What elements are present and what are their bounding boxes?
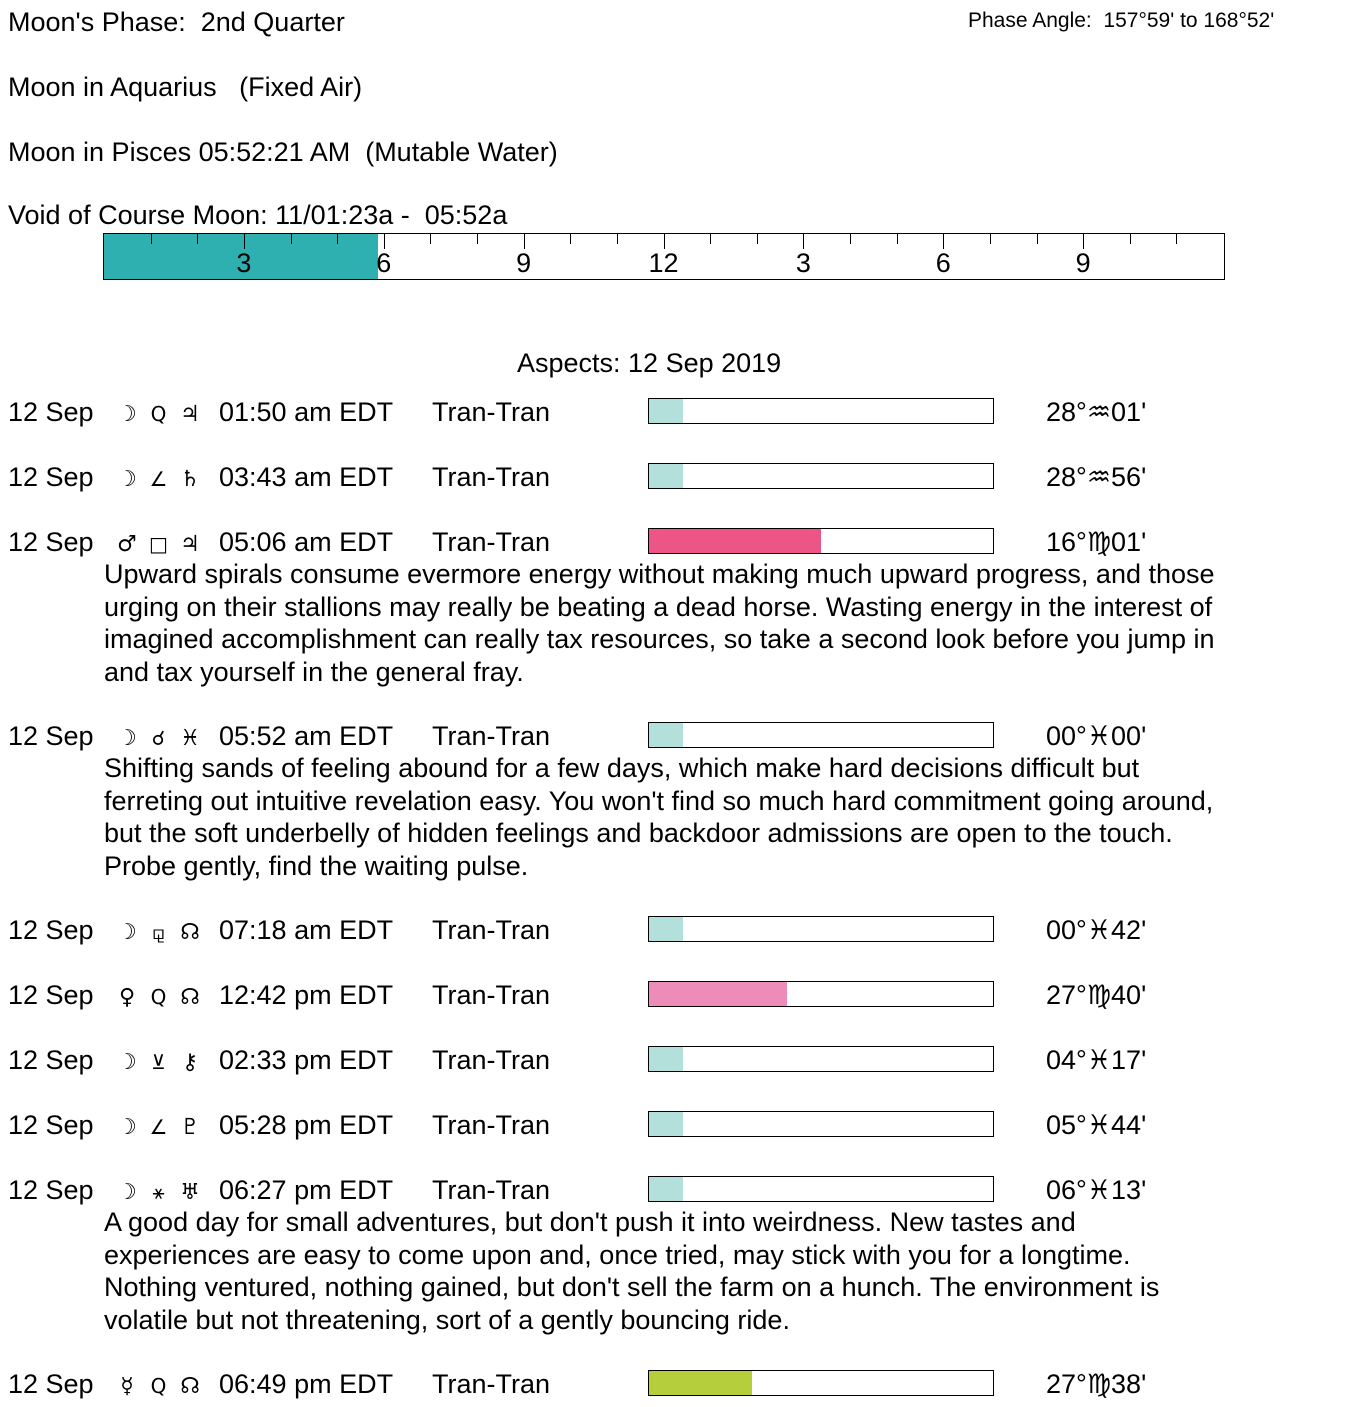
aspect-strength-bar <box>648 722 994 748</box>
aspect-icon: Q <box>150 1374 167 1398</box>
description-line: volatile but not threatening, sort of a gently bouncing ride. <box>104 1304 790 1335</box>
aspect-row <box>8 1174 1348 1206</box>
aspect-glyphs <box>112 914 212 949</box>
planet-1-icon: ☽ <box>117 1050 137 1075</box>
aspect-icon: ∠ <box>149 467 168 491</box>
description-line: ferreting out intuitive revelation easy. You won't find so much hard commitment going around, <box>104 785 1214 816</box>
aspect-date: 12 Sep <box>8 1045 94 1075</box>
aspect-icon: Q <box>150 402 167 426</box>
aspect-date: 12 Sep <box>8 980 94 1010</box>
aspect-position: 04°♓17' <box>1046 1045 1147 1075</box>
aspect-time: 01:50 am EDT <box>219 397 394 427</box>
aspect-strength-fill <box>649 917 683 941</box>
aspect-strength-fill <box>649 1371 752 1395</box>
aspect-time: 05:06 am EDT <box>219 527 394 557</box>
moon-sign-current: Moon in Aquarius (Fixed Air) <box>8 72 363 102</box>
aspect-date: 12 Sep <box>8 397 94 427</box>
phase-angle: Phase Angle: 157°59' to 168°52' <box>968 9 1275 32</box>
description-line: but the soft underbelly of hidden feelings and backdoor admissions are open to the touch. <box>104 818 1173 848</box>
aspect-kind: Tran-Tran <box>432 980 551 1010</box>
aspect-row <box>8 1368 1348 1400</box>
description-line: urging on their stallions may really be beating a dead horse. Wasting energy in the interest of <box>104 591 1213 622</box>
timeline-tick <box>430 234 431 244</box>
aspect-time: 03:43 am EDT <box>219 462 394 492</box>
aspect-time: 05:28 pm EDT <box>219 1110 394 1140</box>
timeline-tick <box>151 234 152 244</box>
aspect-kind: Tran-Tran <box>432 1045 551 1075</box>
timeline-hour-label: 3 <box>795 248 811 278</box>
aspect-position: 16°♍01' <box>1046 527 1147 557</box>
timeline-tick <box>710 234 711 244</box>
aspect-icon: ∠ <box>149 1115 168 1139</box>
aspect-strength-fill <box>649 464 683 488</box>
planet-2-icon: ♃ <box>180 402 200 427</box>
timeline-tick <box>664 234 665 249</box>
timeline-tick <box>337 234 338 244</box>
planet-2-icon: ⚷ <box>181 1050 199 1075</box>
aspect-time: 07:18 am EDT <box>219 915 394 945</box>
timeline-tick <box>803 234 804 249</box>
aspect-glyphs <box>112 1109 212 1144</box>
planet-1-icon: ☽ <box>117 467 137 492</box>
aspect-strength-fill <box>649 399 683 423</box>
planet-1-icon: ☽ <box>117 402 137 427</box>
aspect-date: 12 Sep <box>8 527 94 557</box>
aspect-kind: Tran-Tran <box>432 462 551 492</box>
aspect-kind: Tran-Tran <box>432 1175 551 1205</box>
aspect-date: 12 Sep <box>8 1369 94 1399</box>
moon-phase: Moon's Phase: 2nd Quarter <box>8 7 345 37</box>
timeline-tick <box>617 234 618 244</box>
aspect-date: 12 Sep <box>8 1110 94 1140</box>
aspect-time: 02:33 pm EDT <box>219 1045 394 1075</box>
void-of-course: Void of Course Moon: 11/01:23a - 05:52a <box>8 200 508 230</box>
timeline-tick <box>244 234 245 249</box>
aspect-strength-bar <box>648 1046 994 1072</box>
aspect-strength-fill <box>649 723 683 747</box>
aspect-glyphs <box>112 396 212 431</box>
planet-1-icon: ☽ <box>117 1115 137 1140</box>
aspect-strength-bar <box>648 1176 994 1202</box>
aspect-position: 28°♒01' <box>1046 397 1147 427</box>
aspect-strength-bar <box>648 463 994 489</box>
description-line: Nothing ventured, nothing gained, but don't sell the farm on a hunch. The environment is <box>104 1272 1160 1302</box>
aspect-description <box>104 1206 1349 1336</box>
description-line: Upward spirals consume evermore energy without making much upward progress, and those <box>104 559 1215 589</box>
description-line: experiences are easy to come upon and, once tried, may stick with you for a longtime. <box>104 1239 1131 1270</box>
aspect-date: 12 Sep <box>8 1175 94 1205</box>
timeline-tick <box>1083 234 1084 249</box>
aspect-row <box>8 914 1348 946</box>
aspect-kind: Tran-Tran <box>432 915 551 945</box>
timeline-hour-label: 6 <box>376 248 392 278</box>
planet-1-icon: ♀ <box>118 985 136 1010</box>
aspect-time: 05:52 am EDT <box>219 721 394 751</box>
description-line: imagined accomplishment can really tax resources, so take a second look before you jump in <box>104 624 1215 654</box>
aspect-date: 12 Sep <box>8 721 94 751</box>
aspect-row <box>8 526 1348 558</box>
description-line: Probe gently, find the waiting pulse. <box>104 850 529 881</box>
aspect-strength-bar <box>648 1111 994 1137</box>
aspect-strength-fill <box>649 1177 683 1201</box>
description-line: A good day for small adventures, but don't push it into weirdness. New tastes and <box>104 1207 1076 1237</box>
timeline-tick <box>291 234 292 244</box>
timeline-tick <box>570 234 571 244</box>
aspect-glyphs <box>112 979 212 1014</box>
planet-1-icon: ☽ <box>117 1180 137 1205</box>
timeline-tick <box>850 234 851 244</box>
aspect-strength-bar <box>648 1370 994 1396</box>
aspect-row <box>8 1109 1348 1141</box>
aspect-time: 06:49 pm EDT <box>219 1369 394 1399</box>
planet-2-icon: ♓ <box>180 726 200 751</box>
aspect-strength-bar <box>648 398 994 424</box>
aspects-title: Aspects: 12 Sep 2019 <box>517 348 782 378</box>
aspect-kind: Tran-Tran <box>432 1369 551 1399</box>
aspect-row <box>8 979 1348 1011</box>
aspect-date: 12 Sep <box>8 915 94 945</box>
aspect-strength-fill <box>649 529 821 553</box>
aspect-description <box>104 752 1349 882</box>
timeline-hour-label: 9 <box>516 248 532 278</box>
planet-2-icon: ☊ <box>180 1374 200 1399</box>
planet-2-icon: ♃ <box>180 532 200 557</box>
planet-2-icon: ☊ <box>180 985 200 1010</box>
timeline-tick <box>943 234 944 249</box>
planet-1-icon: ♂ <box>117 532 137 557</box>
aspect-kind: Tran-Tran <box>432 1110 551 1140</box>
aspect-description <box>104 558 1349 688</box>
aspect-strength-fill <box>649 1112 683 1136</box>
aspect-icon: ⊻ <box>151 1050 166 1074</box>
aspect-position: 05°♓44' <box>1046 1110 1147 1140</box>
timeline-tick <box>477 234 478 244</box>
planet-1-icon: ☿ <box>120 1374 134 1399</box>
aspect-strength-fill <box>649 982 787 1006</box>
aspect-date: 12 Sep <box>8 462 94 492</box>
timeline-tick <box>897 234 898 244</box>
void-of-course-timeline <box>103 233 1225 280</box>
aspect-icon: □ <box>149 532 168 556</box>
aspect-glyphs <box>112 461 212 496</box>
aspect-icon: ☌ <box>151 726 166 750</box>
aspect-row <box>8 461 1348 493</box>
timeline-tick <box>990 234 991 244</box>
timeline-tick <box>1176 234 1177 244</box>
aspect-row <box>8 1044 1348 1076</box>
aspect-position: 27°♍40' <box>1046 980 1147 1010</box>
aspect-glyphs <box>112 526 212 561</box>
aspect-icon: ⚹ <box>152 1180 165 1204</box>
aspect-position: 00°♓00' <box>1046 721 1147 751</box>
timeline-tick <box>524 234 525 249</box>
aspect-strength-bar <box>648 528 994 554</box>
planet-2-icon: ♅ <box>180 1180 200 1205</box>
planet-2-icon: ♇ <box>180 1115 200 1140</box>
timeline-hour-label: 3 <box>236 248 252 278</box>
timeline-hour-label: 12 <box>648 248 679 278</box>
planet-2-icon: ♄ <box>180 467 200 492</box>
planet-2-icon: ☊ <box>180 920 200 945</box>
timeline-tick <box>384 234 385 249</box>
description-line: and tax yourself in the general fray. <box>104 656 524 687</box>
aspect-icon: Q <box>150 985 167 1009</box>
aspect-time: 06:27 pm EDT <box>219 1175 394 1205</box>
moon-sign-next: Moon in Pisces 05:52:21 AM (Mutable Water) <box>8 137 558 167</box>
timeline-tick <box>1130 234 1131 244</box>
aspect-row <box>8 396 1348 428</box>
aspect-kind: Tran-Tran <box>432 397 551 427</box>
timeline-tick <box>197 234 198 244</box>
aspect-strength-bar <box>648 916 994 942</box>
planet-1-icon: ☽ <box>117 726 137 751</box>
timeline-hour-label: 6 <box>935 248 951 278</box>
aspect-glyphs <box>112 1044 212 1079</box>
timeline-hour-label: 9 <box>1075 248 1091 278</box>
aspect-kind: Tran-Tran <box>432 721 551 751</box>
description-line: Shifting sands of feeling abound for a few days, which make hard decisions difficult but <box>104 753 1140 783</box>
aspect-icon: ⚼ <box>151 920 166 944</box>
aspect-time: 12:42 pm EDT <box>219 980 394 1010</box>
planet-1-icon: ☽ <box>117 920 137 945</box>
aspect-kind: Tran-Tran <box>432 527 551 557</box>
timeline-tick <box>757 234 758 244</box>
aspect-row <box>8 720 1348 752</box>
aspect-glyphs <box>112 1368 212 1403</box>
timeline-tick <box>1037 234 1038 244</box>
aspect-strength-fill <box>649 1047 683 1071</box>
aspect-position: 00°♓42' <box>1046 915 1147 945</box>
aspect-position: 28°♒56' <box>1046 462 1147 492</box>
aspect-strength-bar <box>648 981 994 1007</box>
aspect-glyphs <box>112 1174 212 1209</box>
aspect-glyphs <box>112 720 212 755</box>
aspect-position: 27°♍38' <box>1046 1369 1147 1399</box>
aspect-position: 06°♓13' <box>1046 1175 1147 1205</box>
